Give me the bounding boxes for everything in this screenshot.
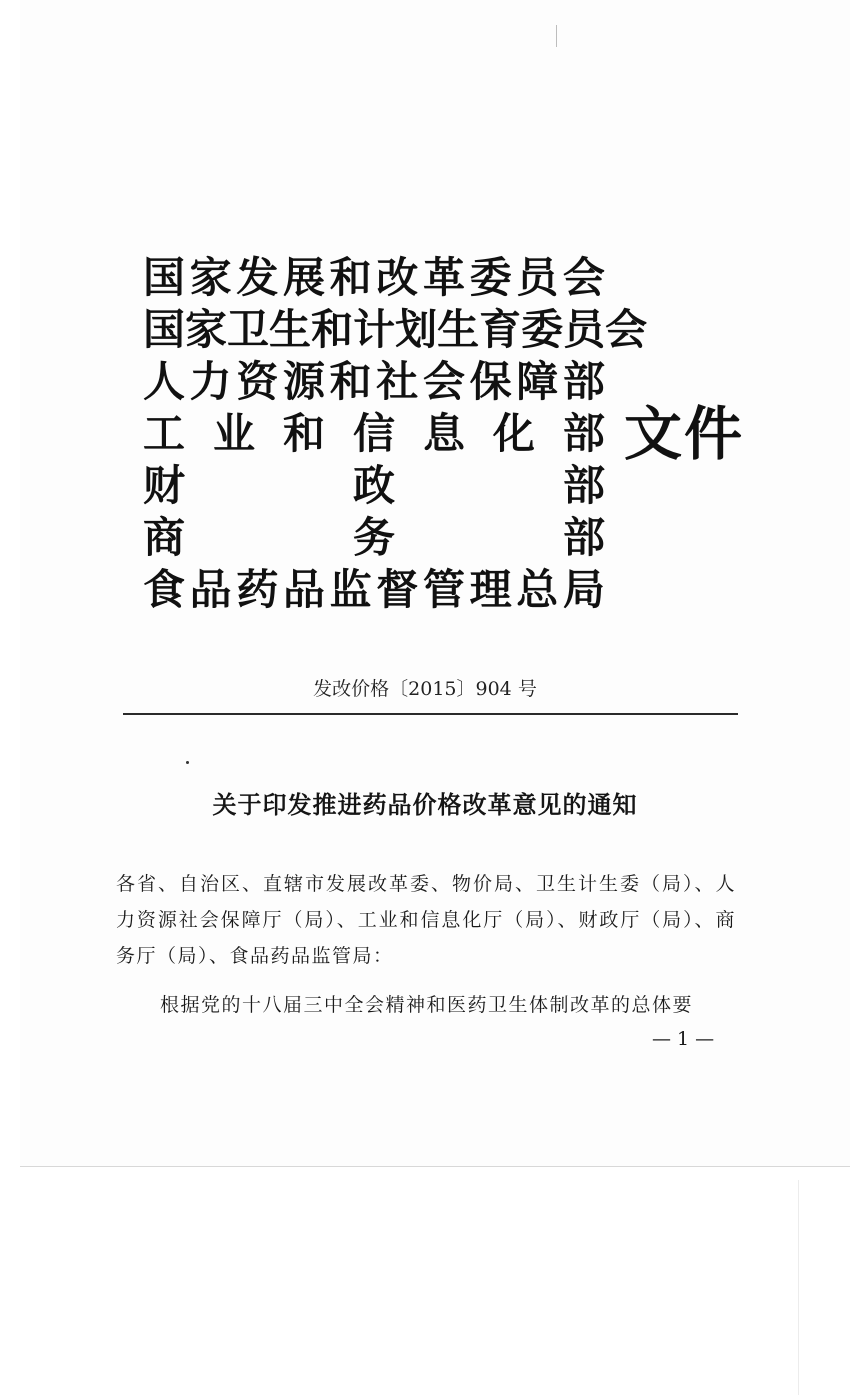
document-number: 发改价格〔2015〕904 号 <box>313 678 537 700</box>
issuer-char: 委 <box>469 253 512 302</box>
issuer-char: 力 <box>189 357 232 406</box>
issuer-char: 务 <box>352 513 395 562</box>
issuer-char: 管 <box>422 565 465 614</box>
issuer-char: 和 <box>282 409 325 458</box>
issuer-char: 化 <box>492 409 535 458</box>
issuer-row <box>143 356 605 408</box>
issuer-char: 和 <box>311 305 354 354</box>
issuer-char: 督 <box>376 565 419 614</box>
issuer-row <box>143 460 605 512</box>
issuer-char: 生 <box>437 305 480 354</box>
issuer-char: 会 <box>562 253 605 302</box>
issuer-char: 和 <box>329 253 372 302</box>
issuer-row <box>143 512 605 564</box>
issuer-char: 总 <box>516 565 559 614</box>
issuer-char: 生 <box>269 305 312 354</box>
scan-dot <box>186 761 189 764</box>
issuer-char: 保 <box>469 357 512 406</box>
issuer-char: 部 <box>562 409 605 458</box>
issuer-char: 国 <box>143 305 186 354</box>
issuer-row <box>143 408 605 460</box>
page-number: — 1 — <box>652 1028 715 1050</box>
scan-mark <box>556 25 557 47</box>
issuer-char: 信 <box>352 409 395 458</box>
addressees: 各省、自治区、直辖市发展改革委、物价局、卫生计生委（局）、人力资源社会保障厅（局）、工业和信息化厅（局）、财政厅（局）、商务厅（局）、食品药品监管局： <box>116 873 736 967</box>
issuer-char: 员 <box>516 253 559 302</box>
issuer-char: 划 <box>395 305 438 354</box>
issuer-char: 计 <box>353 305 396 354</box>
issuer-char: 品 <box>189 565 232 614</box>
issuer-char: 革 <box>422 253 465 302</box>
header-rule <box>123 713 738 715</box>
issuer-char: 员 <box>563 305 606 354</box>
issuer-char: 展 <box>282 253 325 302</box>
issuer-char: 和 <box>329 357 372 406</box>
issuing-authorities <box>143 252 648 616</box>
issuer-char: 国 <box>143 253 186 302</box>
document-title: 关于印发推进药品价格改革意见的通知 <box>212 791 638 819</box>
issuer-row <box>143 304 648 356</box>
issuer-char: 财 <box>143 461 186 510</box>
document-mark: 文件 <box>624 400 745 468</box>
issuer-char: 息 <box>422 409 465 458</box>
issuer-char: 会 <box>605 305 648 354</box>
issuer-char: 卫 <box>227 305 270 354</box>
issuer-char: 政 <box>352 461 395 510</box>
issuer-char: 社 <box>376 357 419 406</box>
issuer-char: 部 <box>562 461 605 510</box>
issuer-char: 改 <box>376 253 419 302</box>
issuer-char: 工 <box>143 409 186 458</box>
issuer-char: 发 <box>236 253 279 302</box>
issuer-char: 部 <box>562 513 605 562</box>
issuer-char: 部 <box>562 357 605 406</box>
issuer-char: 会 <box>422 357 465 406</box>
issuer-char: 人 <box>143 357 186 406</box>
issuer-char: 理 <box>469 565 512 614</box>
issuer-row <box>143 252 605 304</box>
issuer-char: 资 <box>236 357 279 406</box>
issuer-char: 药 <box>236 565 279 614</box>
issuer-char: 家 <box>189 253 232 302</box>
scan-edge-line <box>798 1180 799 1395</box>
issuer-row <box>143 564 605 616</box>
body-paragraph: 根据党的十八届三中全会精神和医药卫生体制改革的总体要 <box>160 994 694 1016</box>
issuer-char: 委 <box>521 305 564 354</box>
issuer-char: 源 <box>282 357 325 406</box>
issuer-char: 障 <box>516 357 559 406</box>
issuer-char: 品 <box>282 565 325 614</box>
issuer-char: 局 <box>562 565 605 614</box>
issuer-char: 监 <box>329 565 372 614</box>
issuer-char: 业 <box>212 409 255 458</box>
issuer-char: 育 <box>479 305 522 354</box>
issuer-char: 食 <box>143 565 186 614</box>
issuer-char: 家 <box>185 305 228 354</box>
issuer-char: 商 <box>143 513 186 562</box>
